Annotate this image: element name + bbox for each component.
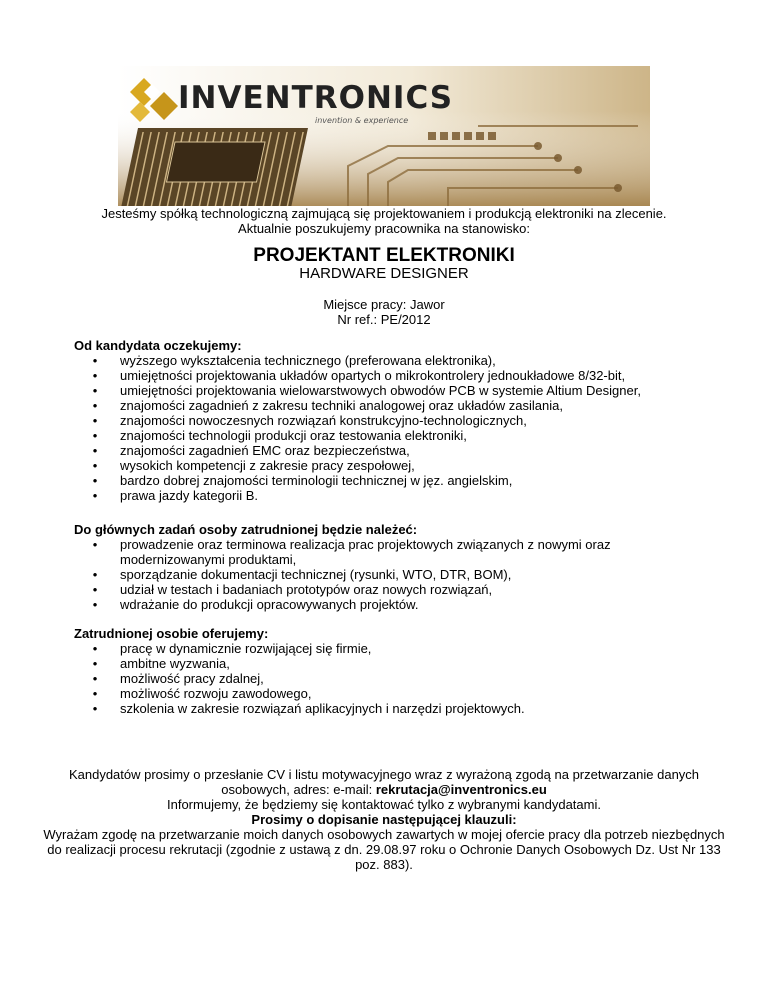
list-item	[74, 582, 714, 597]
bullet-icon: •	[92, 597, 98, 612]
bullet-icon: •	[92, 458, 98, 473]
list-item	[74, 488, 714, 503]
list-item-text: znajomości zagadnień z zakresu techniki analogowej oraz układów zasilania,	[120, 398, 563, 413]
list-item	[74, 671, 714, 686]
list-item	[74, 701, 714, 716]
intro-line-1: Jesteśmy spółką technologiczną zajmującą się projektowaniem i produkcją elektroniki na zlecenie.	[101, 206, 667, 221]
list-item-text: znajomości technologii produkcji oraz testowania elektroniki,	[120, 428, 467, 443]
list-item-text: sporządzanie dokumentacji technicznej (rysunki, WTO, DTR, BOM),	[120, 567, 512, 582]
bullet-icon: •	[92, 656, 98, 671]
bullet-icon: •	[92, 473, 98, 488]
intro-line-2: Aktualnie poszukujemy pracownika na stanowisko:	[238, 221, 530, 236]
bullet-icon: •	[92, 398, 98, 413]
list-item	[74, 656, 714, 671]
clause-heading: Prosimy o dopisanie następującej klauzuli:	[251, 812, 517, 827]
offer-list	[74, 641, 714, 716]
list-item-text: bardzo dobrej znajomości terminologii technicznej w jęz. angielskim,	[120, 473, 513, 488]
list-item	[74, 537, 714, 567]
contact-notice: Informujemy, że będziemy się kontaktować tylko z wybranymi kandydatami.	[167, 797, 601, 812]
list-item	[74, 597, 714, 612]
list-item	[74, 428, 714, 443]
list-item	[74, 686, 714, 701]
bullet-icon: •	[92, 413, 98, 428]
duties-section	[74, 522, 714, 612]
job-reference: Nr ref.: PE/2012	[337, 312, 431, 327]
list-item	[74, 567, 714, 582]
job-title: PROJEKTANT ELEKTRONIKI	[253, 245, 515, 266]
list-item-text: znajomości nowoczesnych rozwiązań konstrukcyjno-technologicznych,	[120, 413, 527, 428]
list-item-text: prawa jazdy kategorii B.	[120, 488, 259, 503]
footer	[40, 767, 728, 872]
list-item	[74, 413, 714, 428]
bullet-icon: •	[92, 443, 98, 458]
bullet-icon: •	[92, 537, 98, 552]
bullet-icon: •	[92, 582, 98, 597]
list-item-text: możliwość rozwoju zawodowego,	[120, 686, 312, 701]
bullet-icon: •	[92, 353, 98, 368]
list-item	[74, 353, 714, 368]
requirements-heading: Od kandydata oczekujemy:	[74, 338, 242, 353]
list-item	[74, 641, 714, 656]
application-request-text: Kandydatów prosimy o przesłanie CV i listu motywacyjnego wraz z wyrażoną zgodą na przetwarzanie danych osobowych, adres: e-mail:	[68, 767, 700, 797]
list-item	[74, 473, 714, 488]
duties-list	[74, 537, 714, 612]
list-item-text: wyższego wykształcenia technicznego (preferowana elektronika),	[120, 353, 496, 368]
bullet-icon: •	[92, 671, 98, 686]
bullet-icon: •	[92, 567, 98, 582]
job-location: Miejsce pracy: Jawor	[323, 297, 445, 312]
bullet-icon: •	[92, 428, 98, 443]
list-item-text: umiejętności projektowania wielowarstwowych obwodów PCB w systemie Altium Designer,	[120, 383, 641, 398]
bullet-icon: •	[92, 383, 98, 398]
header-banner	[118, 66, 650, 206]
requirements-section	[74, 338, 714, 503]
bullet-icon: •	[92, 488, 98, 503]
bullet-icon: •	[92, 701, 98, 716]
job-meta	[0, 297, 768, 327]
duties-heading: Do głównych zadań osoby zatrudnionej będzie należeć:	[74, 522, 418, 537]
list-item	[74, 368, 714, 383]
bullet-icon: •	[92, 641, 98, 656]
bullet-icon: •	[92, 686, 98, 701]
list-item	[74, 383, 714, 398]
list-item-text: ambitne wyzwania,	[120, 656, 230, 671]
offer-section	[74, 626, 714, 716]
clause-text: Wyrażam zgodę na przetwarzanie moich danych osobowych zawartych w mojej ofercie pracy dla potrzeb niezbędnych do realizacji procesu rekrutacji (zgodnie z ustawą z dn. 29.08.97 roku o Ochronie Danych Osobowych Dz. Ust Nr 133 poz. 883).	[43, 827, 725, 872]
list-item-text: możliwość pracy zdalnej,	[120, 671, 264, 686]
list-item-text: umiejętności projektowania układów opartych o mikrokontrolery jednoukładowe 8/32-bit,	[120, 368, 626, 383]
list-item-text: wdrażanie do produkcji opracowywanych projektów.	[120, 597, 419, 612]
offer-heading: Zatrudnionej osobie oferujemy:	[74, 626, 269, 641]
list-item-text: wysokich kompetencji z zakresie pracy zespołowej,	[120, 458, 415, 473]
list-item	[74, 398, 714, 413]
list-item-text: szkolenia w zakresie rozwiązań aplikacyjnych i narzędzi projektowych.	[120, 701, 525, 716]
list-item	[74, 458, 714, 473]
intro	[0, 206, 768, 236]
application-request	[40, 767, 728, 797]
list-item-text: udział w testach i badaniach prototypów oraz nowych rozwiązań,	[120, 582, 493, 597]
brand-logo: INVENTRONICS	[178, 80, 454, 116]
contact-email[interactable]: rekrutacja@inventronics.eu	[375, 782, 547, 797]
brand-tagline: invention & experience	[315, 116, 409, 125]
list-item-text: pracę w dynamicznie rozwijającej się firmie,	[120, 641, 372, 656]
list-item-text: prowadzenie oraz terminowa realizacja prac projektowych związanych z nowymi oraz modernizowanymi produktami,	[120, 537, 611, 567]
job-subtitle: HARDWARE DESIGNER	[299, 265, 469, 282]
list-item-text: znajomości zagadnień EMC oraz bezpieczeństwa,	[120, 443, 410, 458]
requirements-list	[74, 353, 714, 503]
list-item	[74, 443, 714, 458]
bullet-icon: •	[92, 368, 98, 383]
